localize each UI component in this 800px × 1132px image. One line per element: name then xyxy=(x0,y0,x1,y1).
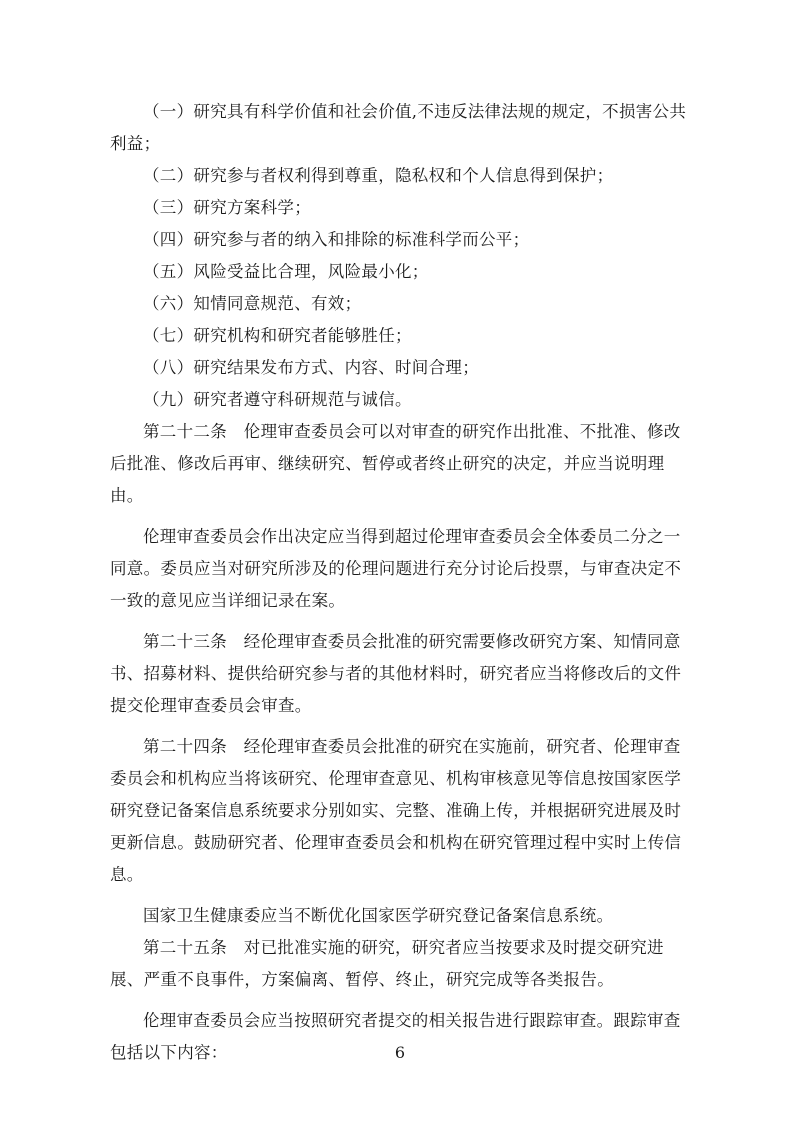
article-22-paragraph-2: 伦理审查委员会作出决定应当得到超过伦理审查委员会全体委员二分之一同意。委员应当对研究所涉及的伦理问题进行充分讨论后投票，与审查决定不一致的意见应当详细记录在案。 xyxy=(110,527,682,610)
clause-item-2: （二）研究参与者权利得到尊重，隐私权和个人信息得到保护； xyxy=(143,166,614,185)
clause-item-8: （八）研究结果发布方式、内容、时间合理； xyxy=(143,358,479,377)
clause-item-9: （九）研究者遵守科研规范与诚信。 xyxy=(143,390,412,409)
clause-item-1: （一）研究具有科学价值和社会价值,不违反法律法规的规定，不损害公共利益； xyxy=(110,102,687,153)
article-25-paragraph-2: 伦理审查委员会应当按照研究者提交的相关报告进行跟踪审查。跟踪审查包括以下内容： xyxy=(110,1011,681,1062)
clause-item-3: （三）研究方案科学； xyxy=(143,198,311,217)
article-23: 第二十三条 经伦理审查委员会批准的研究需要修改研究方案、知情同意书、招募材料、提供给研究参与者的其他材料时，研究者应当将修改后的文件提交伦理审查委员会审查。 xyxy=(110,632,682,715)
body-text xyxy=(110,96,695,1069)
clause-item-5: （五）风险受益比合理，风险最小化； xyxy=(143,262,429,281)
clause-item-7: （七）研究机构和研究者能够胜任； xyxy=(143,326,412,345)
clause-item-6: （六）知情同意规范、有效； xyxy=(143,294,362,313)
article-24-paragraph-2: 国家卫生健康委应当不断优化国家医学研究登记备案信息系统。 xyxy=(143,906,614,925)
article-25: 第二十五条 对已批准实施的研究，研究者应当按要求及时提交研究进展、严重不良事件，方案偏离、暂停、终止，研究完成等各类报告。 xyxy=(110,938,664,989)
page-number: 6 xyxy=(394,1043,406,1062)
article-22: 第二十二条 伦理审查委员会可以对审查的研究作出批准、不批准、修改后批准、修改后再审、继续研究、暂停或者终止研究的决定，并应当说明理由。 xyxy=(110,422,681,505)
article-24: 第二十四条 经伦理审查委员会批准的研究在实施前，研究者、伦理审查委员会和机构应当将该研究、伦理审查意见、机构审核意见等信息按国家医学研究登记备案信息系统要求分别如实、完整、准确上传，并根据研究进展及时更新信息。鼓励研究者、伦理审查委员会和机构在研究管理过程中实时上传信息。 xyxy=(110,737,682,884)
clause-item-4: （四）研究参与者的纳入和排除的标准科学而公平； xyxy=(143,230,530,249)
